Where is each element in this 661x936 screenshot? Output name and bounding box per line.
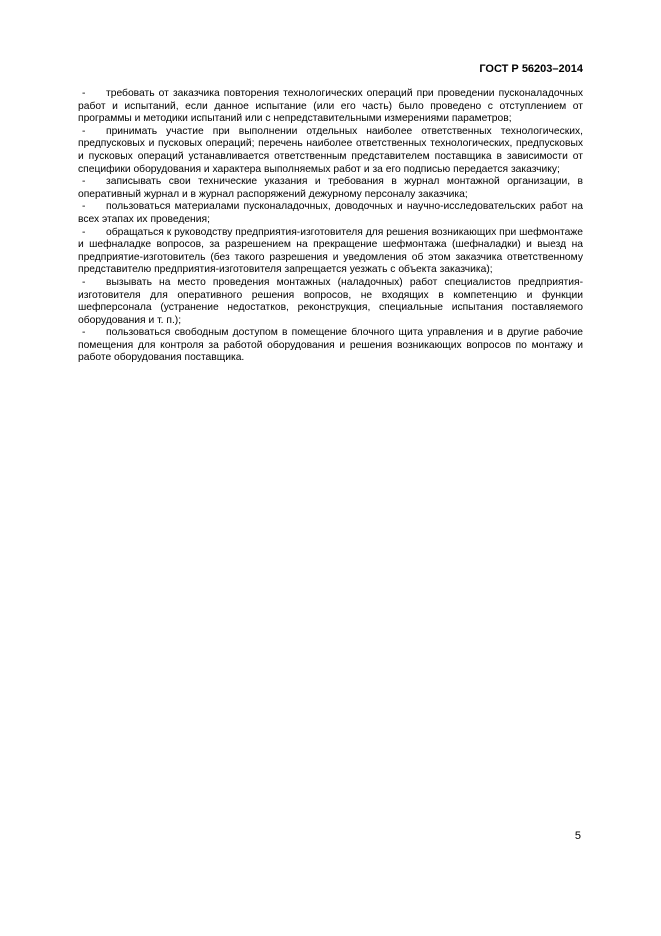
list-marker: - [82,125,86,137]
document-body [78,88,583,365]
list-marker: - [82,88,86,99]
list-item-text: пользоваться материалами пусконаладочных, доводочных и научно-исследовательских работ на всех этапах их проведения; [78,201,583,225]
list-item-text: обращаться к руководству предприятия-изготовителя для решения возникающих при шефмонтаже и шефналадке вопросов, за разрешением на прекращение шефмонтажа (шефналадки) и выезд на предприятие-изготовитель (без такого разрешения и уведомления об этом заказчика ответственному представителю предприятия-изготовителя запрещается уезжать с объекта заказчика); [78,226,583,276]
list-item [78,88,583,126]
page-number: 5 [574,830,581,842]
list-item-text: вызывать на место проведения монтажных (наладочных) работ специалистов предприятия-изготовителя для оперативного решения вопросов, не входящих в компетенцию и функции шефперсонала (устранение недостатков, реконструкция, специальные испытания поставляемого оборудования и т. п.); [78,276,583,326]
list-item [78,201,583,226]
list-item-text: принимать участие при выполнении отдельных наиболее ответственных технологических, предпусковых и пусковых операций; перечень наиболее ответственных технологических, предпусковых и пусковых операций устанавливается ответственным представителем поставщика в зависимости от специфики оборудования и характера выполняемых работ и за его подписью передается заказчику; [78,125,583,175]
list-item [78,227,583,277]
document-header: ГОСТ Р 56203–2014 [479,63,583,75]
list-marker: - [82,201,86,213]
list-marker: - [82,276,86,288]
list-item [78,176,583,201]
list-marker: - [82,327,86,339]
list-item-text: пользоваться свободным доступом в помещение блочного щита управления и в другие рабочие помещения для контроля за работой оборудования и решения возникающих вопросов по монтажу и работе оборудования поставщика. [78,327,583,364]
list-item [78,277,583,327]
list-marker: - [82,226,86,238]
list-item-text: требовать от заказчика повторения технологических операций при проведении пусконаладочных работ и испытаний, если данное испытание (или его часть) было проведено с отступлением от программы и методики испытаний или с непредставительными измерениями параметров; [78,88,583,125]
list-item [78,126,583,176]
list-item [78,327,583,365]
list-item-text: записывать свои технические указания и требования в журнал монтажной организации, в оперативный журнал и в журнал распоряжений дежурному персоналу заказчика; [78,176,583,200]
list-marker: - [82,176,86,188]
